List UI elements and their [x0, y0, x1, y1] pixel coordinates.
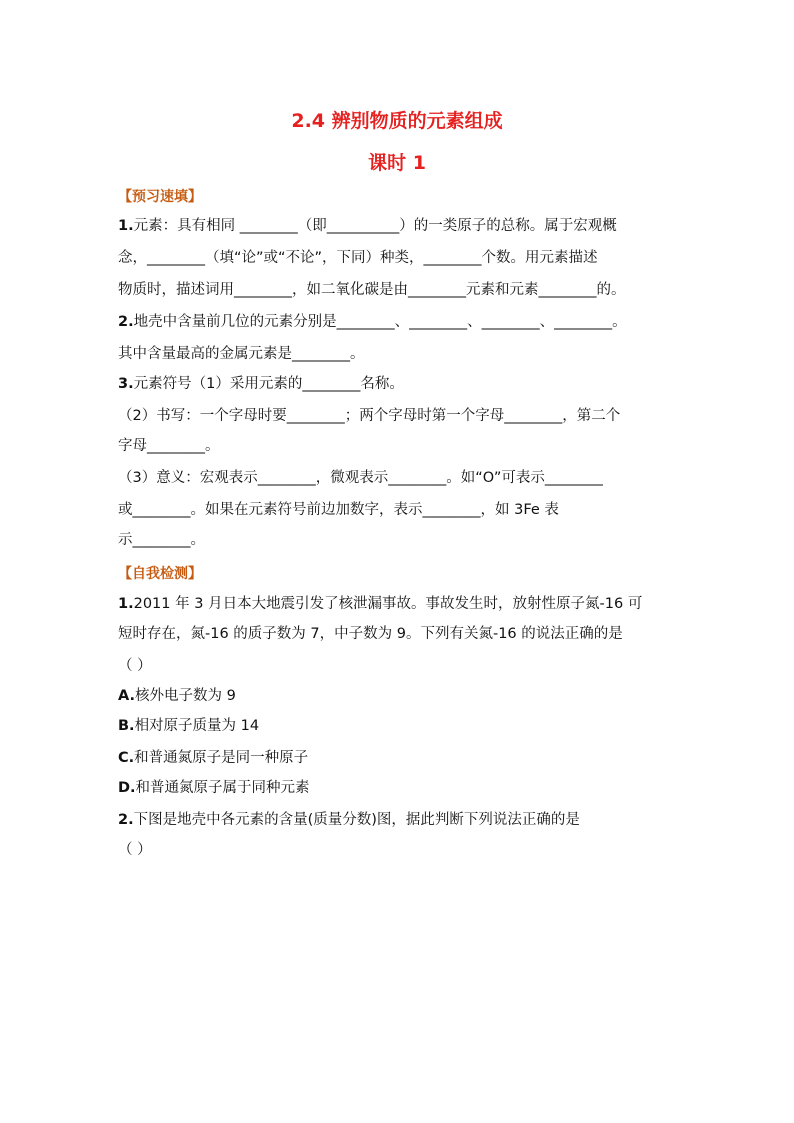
- text-line: [118, 216, 617, 236]
- item-number: 2.: [118, 314, 134, 330]
- line-text: 地壳中含量前几位的元素分别是________、________、________、________。: [133, 314, 627, 330]
- text-line: [118, 280, 626, 300]
- text-line: [118, 374, 404, 394]
- line-text: 元素：具有相同 ________（即__________）的一类原子的总称。属于宏观概: [133, 218, 617, 234]
- text-line: [118, 248, 598, 268]
- text-line: [118, 436, 220, 456]
- line-text: 下图是地壳中各元素的含量(质量分数)图，据此判断下列说法正确的是: [133, 812, 580, 828]
- line-text: 示________。: [118, 532, 205, 548]
- text-line: [118, 840, 152, 860]
- text-line: [118, 468, 603, 488]
- text-line: [118, 748, 308, 768]
- line-text: 字母________。: [118, 438, 220, 454]
- line-text: （2）书写：一个字母时要________；两个字母时第一个字母________，第二个: [118, 408, 621, 424]
- item-number: A.: [118, 688, 135, 704]
- item-number: 1.: [118, 596, 134, 612]
- item-number: 3.: [118, 376, 134, 392]
- item-number: 1.: [118, 218, 134, 234]
- line-text: 物质时，描述词用________，如二氧化碳是由________元素和元素________的。: [118, 282, 626, 298]
- line-text: 2011 年 3 月日本大地震引发了核泄漏事故。事故发生时，放射性原子氮-16 可: [133, 596, 643, 612]
- line-text: （ ）: [118, 842, 152, 858]
- line-text: 元素符号（1）采用元素的________名称。: [133, 376, 404, 392]
- text-line: [118, 810, 580, 830]
- section-heading-preview: 【预习速填】: [118, 189, 202, 205]
- line-text: 和普通氮原子是同一种原子: [134, 750, 309, 766]
- item-number: C.: [118, 750, 135, 766]
- section-heading-self-check: 【自我检测】: [118, 566, 202, 582]
- document-subtitle: 课时 1: [368, 152, 426, 174]
- item-number: B.: [118, 718, 135, 734]
- text-line: [118, 344, 365, 364]
- text-line: [118, 686, 236, 706]
- document-title: 2.4 辨别物质的元素组成: [291, 110, 503, 132]
- line-text: 其中含量最高的金属元素是________。: [118, 346, 365, 362]
- line-text: 和普通氮原子属于同种元素: [135, 780, 310, 796]
- line-text: （ ）: [118, 658, 152, 674]
- text-line: [118, 656, 152, 676]
- line-text: 或________。如果在元素符号前边加数字，表示________，如 3Fe 表: [118, 502, 559, 518]
- item-number: 2.: [118, 812, 134, 828]
- line-text: 念，________（填“论”或“不论”，下同）种类，________个数。用元素描述: [118, 250, 598, 266]
- line-text: （3）意义：宏观表示________，微观表示________。如“O”可表示________: [118, 470, 603, 486]
- text-line: [118, 778, 310, 798]
- text-line: [118, 406, 620, 426]
- text-line: [118, 530, 205, 550]
- item-number: D.: [118, 780, 136, 796]
- line-text: 短时存在，氮-16 的质子数为 7，中子数为 9。下列有关氮-16 的说法正确的是: [118, 626, 623, 642]
- text-line: [118, 716, 259, 736]
- text-line: [118, 624, 623, 644]
- text-line: [118, 500, 559, 520]
- text-line: [118, 312, 627, 332]
- line-text: 核外电子数为 9: [135, 688, 236, 704]
- text-line: [118, 594, 642, 614]
- line-text: 相对原子质量为 14: [134, 718, 260, 734]
